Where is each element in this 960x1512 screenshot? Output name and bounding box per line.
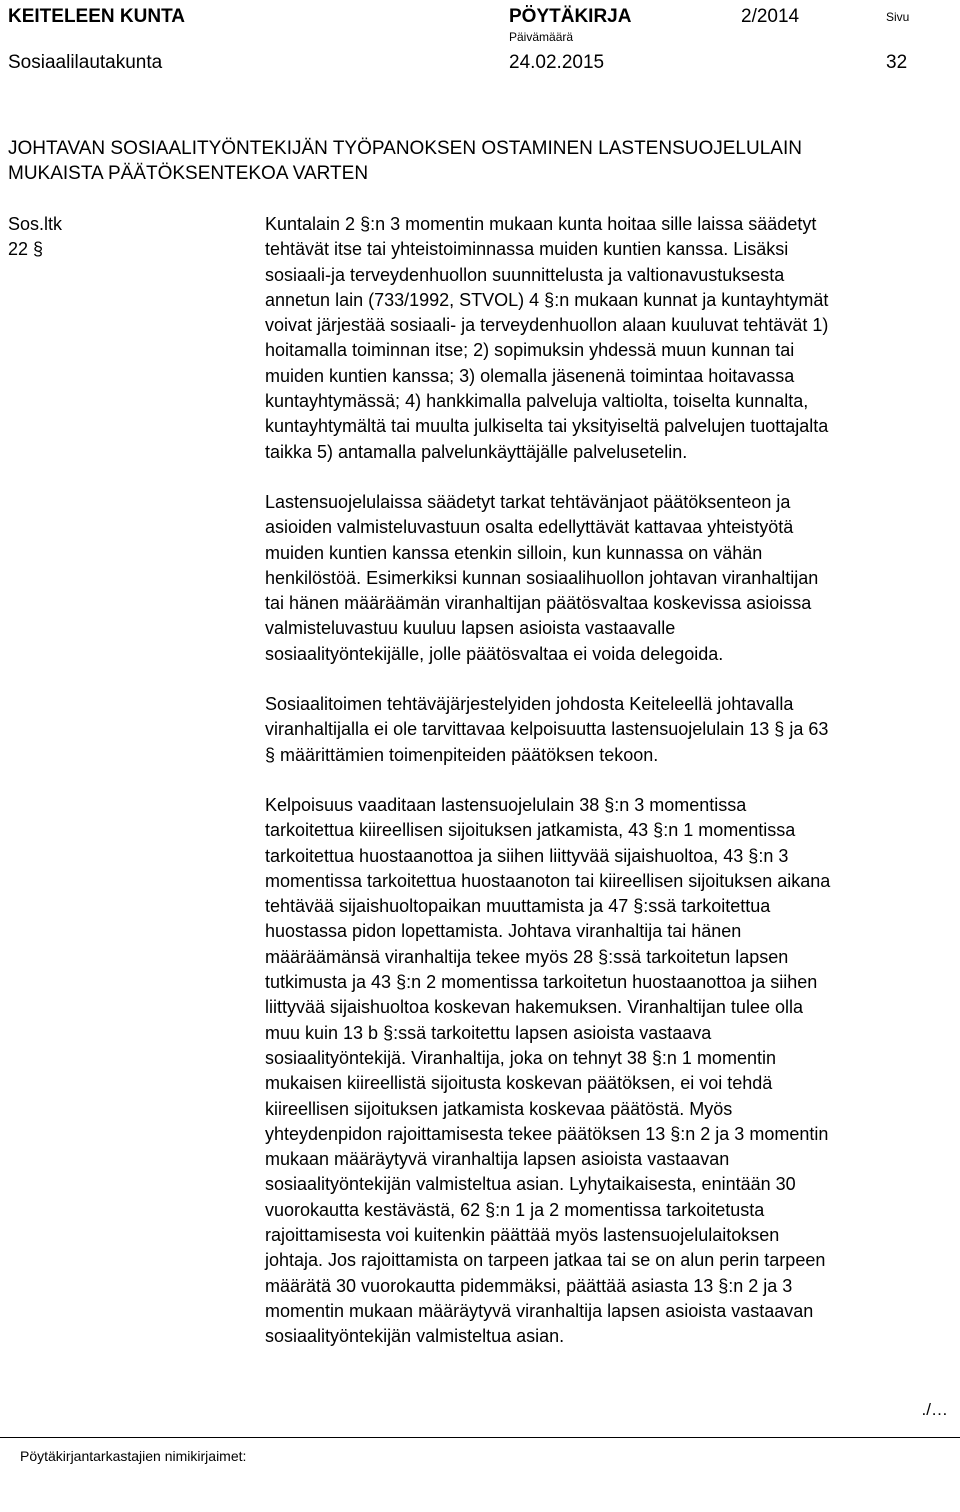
- board-name: Sosiaalilautakunta: [8, 52, 163, 73]
- document-type: PÖYTÄKIRJA: [509, 6, 632, 27]
- meeting-date: 24.02.2015: [509, 52, 605, 73]
- document-number: 2/2014: [741, 6, 800, 27]
- paragraph: Kuntalain 2 §:n 3 momentin mukaan kunta hoitaa sille laissa säädetyt tehtävät itse tai yhteistoiminnassa muiden kuntien kanssa. Lisäksi sosiaali-ja terveydenhuollon suunnittelusta ja valtionavustuksesta annetun lain (733/1992, STVOL) 4 §:n mukaan kunnat ja kuntayhtymät voivat järjestää sosiaali- ja terveydenhuollon alaan kuuluvat tehtävät 1) hoitamalla toiminnan itse; 2) sopimuksin yhdessä muun kunnan tai muiden kuntien kanssa; 3) olemalla jäsenenä toimintaa hoitavassa kuntayhtymässä; 4) hankkimalla palveluja valtiolta, toiselta kunnalta, kuntayhtymältä tai muulta julkiselta tai yksityiseltä palvelujen tuottajalta taikka 5) antamalla palvelunkäyttäjälle palvelusetelin.: [265, 214, 829, 462]
- paragraph: Lastensuojelulaissa säädetyt tarkat tehtävänjaot päätöksenteon ja asioiden valmisteluvastuun osalta edellyttävät kattavaa yhteistyötä muiden kuntien kanssa etenkin silloin, kun kunnassa on vähän henkilöstöä. Esimerkiksi kunnan sosiaalihuollon johtavan viranhaltijan tai hänen määräämän viranhaltijan päätösvaltaa koskevissa asioissa valmisteluvastuu kuuluu lapsen asioista vastaavalle sosiaalityöntekijälle, jolle päätösvaltaa ei voida delegoida.: [265, 491, 819, 664]
- title-line: JOHTAVAN SOSIAALITYÖNTEKIJÄN TYÖPANOKSEN OSTAMINEN LASTENSUOJELULAIN: [8, 138, 802, 159]
- section-number: 22 §: [8, 239, 44, 259]
- paragraph: Kelpoisuus vaaditaan lastensuojelulain 38 §:n 3 momentissa tarkoitettua kiireellisen sijoituksen jatkamista, 43 §:n 1 momentissa tarkoitettua huostaanottoa ja siihen liittyvää sijaishuoltoa, 43 §:n 3 momentissa tarkoitettua huostaanoton tai kiireellisen sijoituksen aikana tehtävää sijaishuoltopaikan muuttamista ja 47 §:ssä tarkoitettua huostassa pidon lopettamista. Johtava viranhaltija tai hänen määräämänsä viranhaltija tekee myös 28 §:ssä tarkoitetun lapsen tutkimusta ja 43 §:n 2 momentissa tarkoitetun huostaanottoa ja siihen liittyvää sijaishuoltoa koskevan hakemuksen. Viranhaltijan tulee olla muu kuin 13 b §:ssä tarkoitettu lapsen asioista vastaava sosiaalityöntekijä. Viranhaltija, joka on tehnyt 38 §:n 1 momentin mukaisen kiireellistä sijoitusta koskevan päätöksen, ei voi tehdä kiireellisen sijoituksen jatkamista koskevaa päätöstä. Myös yhteydenpidon rajoittamisesta tekee päätöksen 13 §:n 2 ja 3 momentin mukaan määräytyvä viranhaltija lapsen asioista vastaavan sosiaalityöntekijän valmisteltua asian. Lyhytaikaisesta, enintään 30 vuorokautta kestävästä, 62 §:n 1 ja 2 momentissa tarkoitetusta rajoittamisesta voi kuitenkin päättää myös lastensuojelulaitoksen johtaja. Jos rajoittamista on tarpeen jatkaa tai se on alun perin tarpeen määrätä 30 vuorokautta pidemmäksi, päättää asiasta 13 §:n 2 ja 3 momentin mukaan määräytyvä viranhaltija lapsen asioista vastaavan sosiaalityöntekijän valmisteltua asian.: [265, 794, 831, 1347]
- page-label: Sivu: [886, 10, 910, 24]
- section-ref: [8, 212, 62, 262]
- continuation-mark: ./…: [921, 1400, 948, 1419]
- page-number: 32: [886, 52, 908, 73]
- reviewers-initials-label: Pöytäkirjantarkastajien nimikirjaimet:: [20, 1448, 247, 1464]
- section-board: Sos.ltk: [8, 214, 63, 234]
- agenda-item-title: [8, 136, 802, 186]
- agenda-body: [265, 212, 960, 1374]
- footer: [0, 1437, 960, 1512]
- municipality-name: KEITELEEN KUNTA: [8, 6, 185, 27]
- date-label: Päivämäärä: [509, 30, 574, 44]
- paragraph: Sosiaalitoimen tehtäväjärjestelyiden johdosta Keiteleellä johtavalla viranhaltijalla ei ole tarvittavaa kelpoisuutta lastensuojelulain 13 § ja 63 § määrittämien toimenpiteiden päätöksen tekoon.: [265, 694, 829, 765]
- title-line: MUKAISTA PÄÄTÖKSENTEKOA VARTEN: [8, 163, 369, 184]
